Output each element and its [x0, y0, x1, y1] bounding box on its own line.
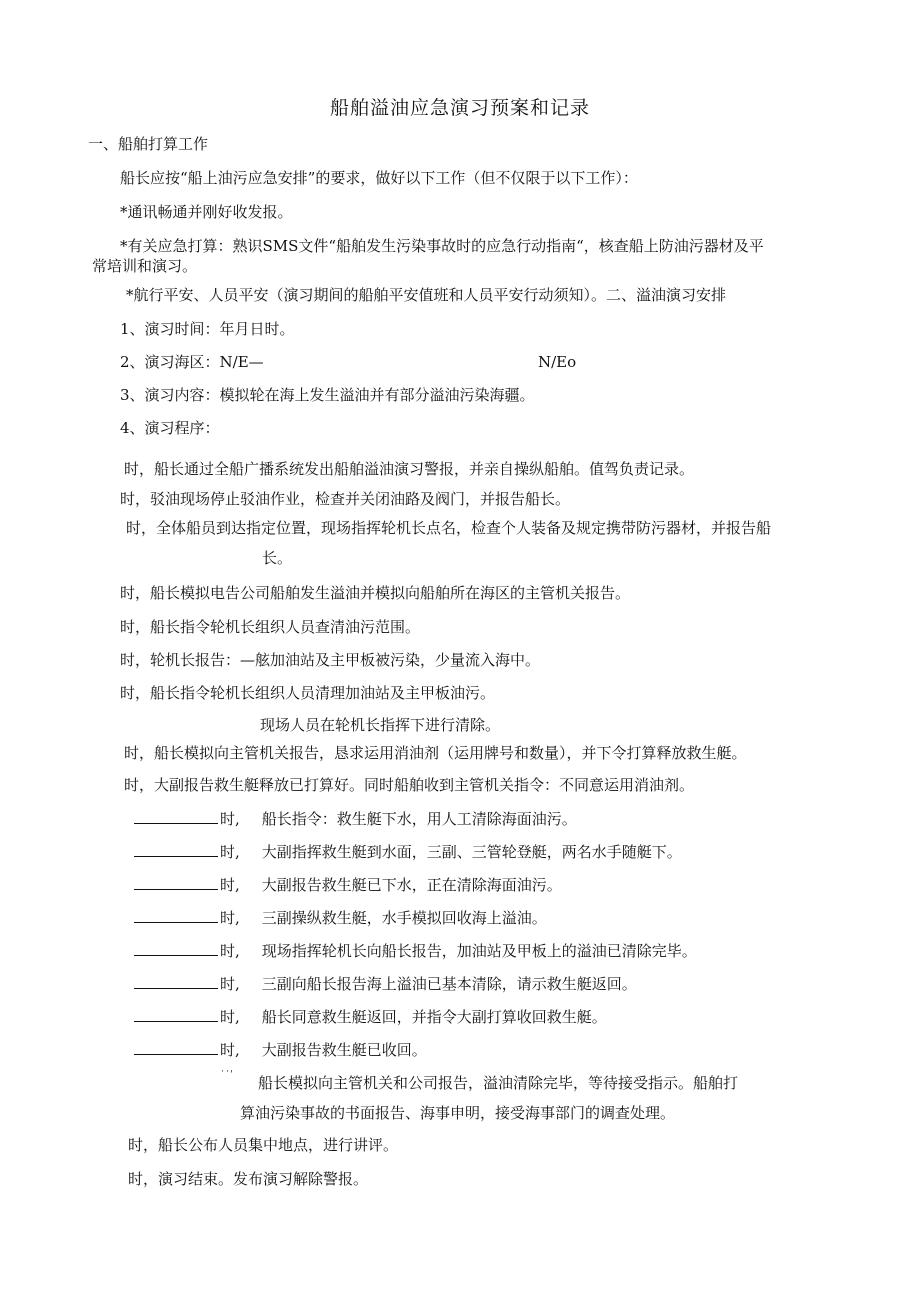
step-line: 时，驳油现场停止驳油作业，检查并关闭油路及阀门，并报告船长。	[120, 490, 571, 508]
time-blank	[134, 974, 218, 989]
step-line: 时，船长指令轮机长组织人员查清油污范围。	[120, 618, 421, 636]
timed-step	[134, 842, 682, 862]
time-label: 时,	[220, 909, 240, 927]
step-line: 时，船长通过全船广播系统发出船舶溢油演习警报，并亲自操纵船舶。值驾负责记录。	[124, 460, 695, 478]
step-line: 时，轮机长报告：—舷加油站及主甲板被污染，少量流入海中。	[120, 651, 541, 669]
bullet-communication: *通讯畅通并刚好收发报。	[120, 203, 293, 221]
timed-step	[134, 875, 562, 895]
time-blank	[134, 1040, 218, 1055]
timed-step	[134, 908, 547, 928]
faint-mark: ˙˙ˈ	[220, 1070, 233, 1081]
timed-step-text: 大副报告救生艇已下水，正在清除海面油污。	[261, 876, 562, 894]
item-drill-time: 1、演习时间：年月日时。	[120, 320, 295, 338]
time-label: 时,	[220, 942, 240, 960]
time-label: 时,	[220, 810, 240, 828]
item-drill-content: 3、演习内容：模拟轮在海上发生溢油并有部分溢油污染海疆。	[120, 386, 535, 404]
final-step-line2: 算油污染事故的书面报告、海事申明，接受海事部门的调查处理。	[240, 1104, 676, 1122]
timed-step-text: 大副指挥救生艇到水面，三副、三管轮登艇，两名水手随艇下。	[261, 843, 682, 861]
closing-line: 时，演习结束。发布演习解除警报。	[128, 1170, 369, 1188]
step-line: 现场人员在轮机长指挥下进行清除。	[260, 716, 501, 734]
step-line: 时，船长模拟向主管机关报告，恳求运用消油剂（运用牌号和数量），并下令打算释放救生艇。	[124, 744, 747, 762]
time-label: 时,	[220, 876, 240, 894]
time-label: 时,	[220, 1041, 240, 1059]
bullet-emergency-line2: 常培训和演习。	[92, 257, 198, 275]
timed-step	[134, 1040, 427, 1060]
timed-step	[134, 974, 637, 994]
timed-step-text: 船长指令：救生艇下水，用人工清除海面油污。	[261, 810, 577, 828]
step-line: 时，船长指令轮机长组织人员清理加油站及主甲板油污。	[120, 684, 496, 702]
step-line: 时，船长模拟电告公司船舶发生溢油并模拟向船舶所在海区的主管机关报告。	[120, 584, 631, 602]
document-title: 船舶溢油应急演习预案和记录	[329, 97, 590, 119]
timed-step-text: 三副向船长报告海上溢油已基本清除，请示救生艇返回。	[261, 975, 637, 993]
time-blank	[134, 908, 218, 923]
section-heading: 一、船舶打算工作	[88, 135, 209, 153]
time-blank	[134, 1007, 218, 1022]
final-step-line1: 船长模拟向主管机关和公司报告，溢油清除完毕，等待接受指示。船舶打	[258, 1074, 739, 1092]
bullet-navigation-safety: *航行平安、人员平安（演习期间的船舶平安值班和人员平安行动须知）。二、溢油演习安排	[126, 286, 727, 304]
item-drill-area-coord: N/Eo	[538, 353, 577, 371]
step-line: 长。	[262, 549, 293, 567]
item-drill-area: 2、演习海区：N/E—	[120, 353, 264, 371]
timed-step-text: 大副报告救生艇已收回。	[261, 1041, 427, 1059]
closing-line: 时，船长公布人员集中地点，进行讲评。	[128, 1136, 399, 1154]
time-blank	[134, 875, 218, 890]
time-label: 时,	[220, 1008, 240, 1026]
timed-step	[134, 1007, 607, 1027]
bullet-emergency-line1: *有关应急打算：熟识SMS文件“船舶发生污染事故时的应急行动指南“，核查船上防油污器材及平	[120, 237, 764, 255]
time-blank	[134, 941, 218, 956]
time-label: 时,	[220, 975, 240, 993]
step-line: 时，全体船员到达指定位置，现场指挥轮机长点名，检查个人装备及规定携带防污器材，并报告船	[126, 519, 772, 537]
time-blank	[134, 809, 218, 824]
timed-step-text: 三副操纵救生艇，水手模拟回收海上溢油。	[261, 909, 547, 927]
step-line: 时，大副报告救生艇释放已打算好。同时船舶收到主管机关指令：不同意运用消油剂。	[124, 776, 695, 794]
time-label: 时,	[220, 843, 240, 861]
timed-step	[134, 941, 697, 961]
intro-paragraph: 船长应按“船上油污应急安排”的要求，做好以下工作（但不仅限于以下工作）：	[120, 169, 638, 187]
time-blank	[134, 842, 218, 857]
timed-step-text: 船长同意救生艇返回，并指令大副打算收回救生艇。	[261, 1008, 607, 1026]
timed-step-text: 现场指挥轮机长向船长报告，加油站及甲板上的溢油已清除完毕。	[261, 942, 697, 960]
item-drill-procedure: 4、演习程序：	[120, 419, 220, 437]
timed-step	[134, 809, 577, 829]
